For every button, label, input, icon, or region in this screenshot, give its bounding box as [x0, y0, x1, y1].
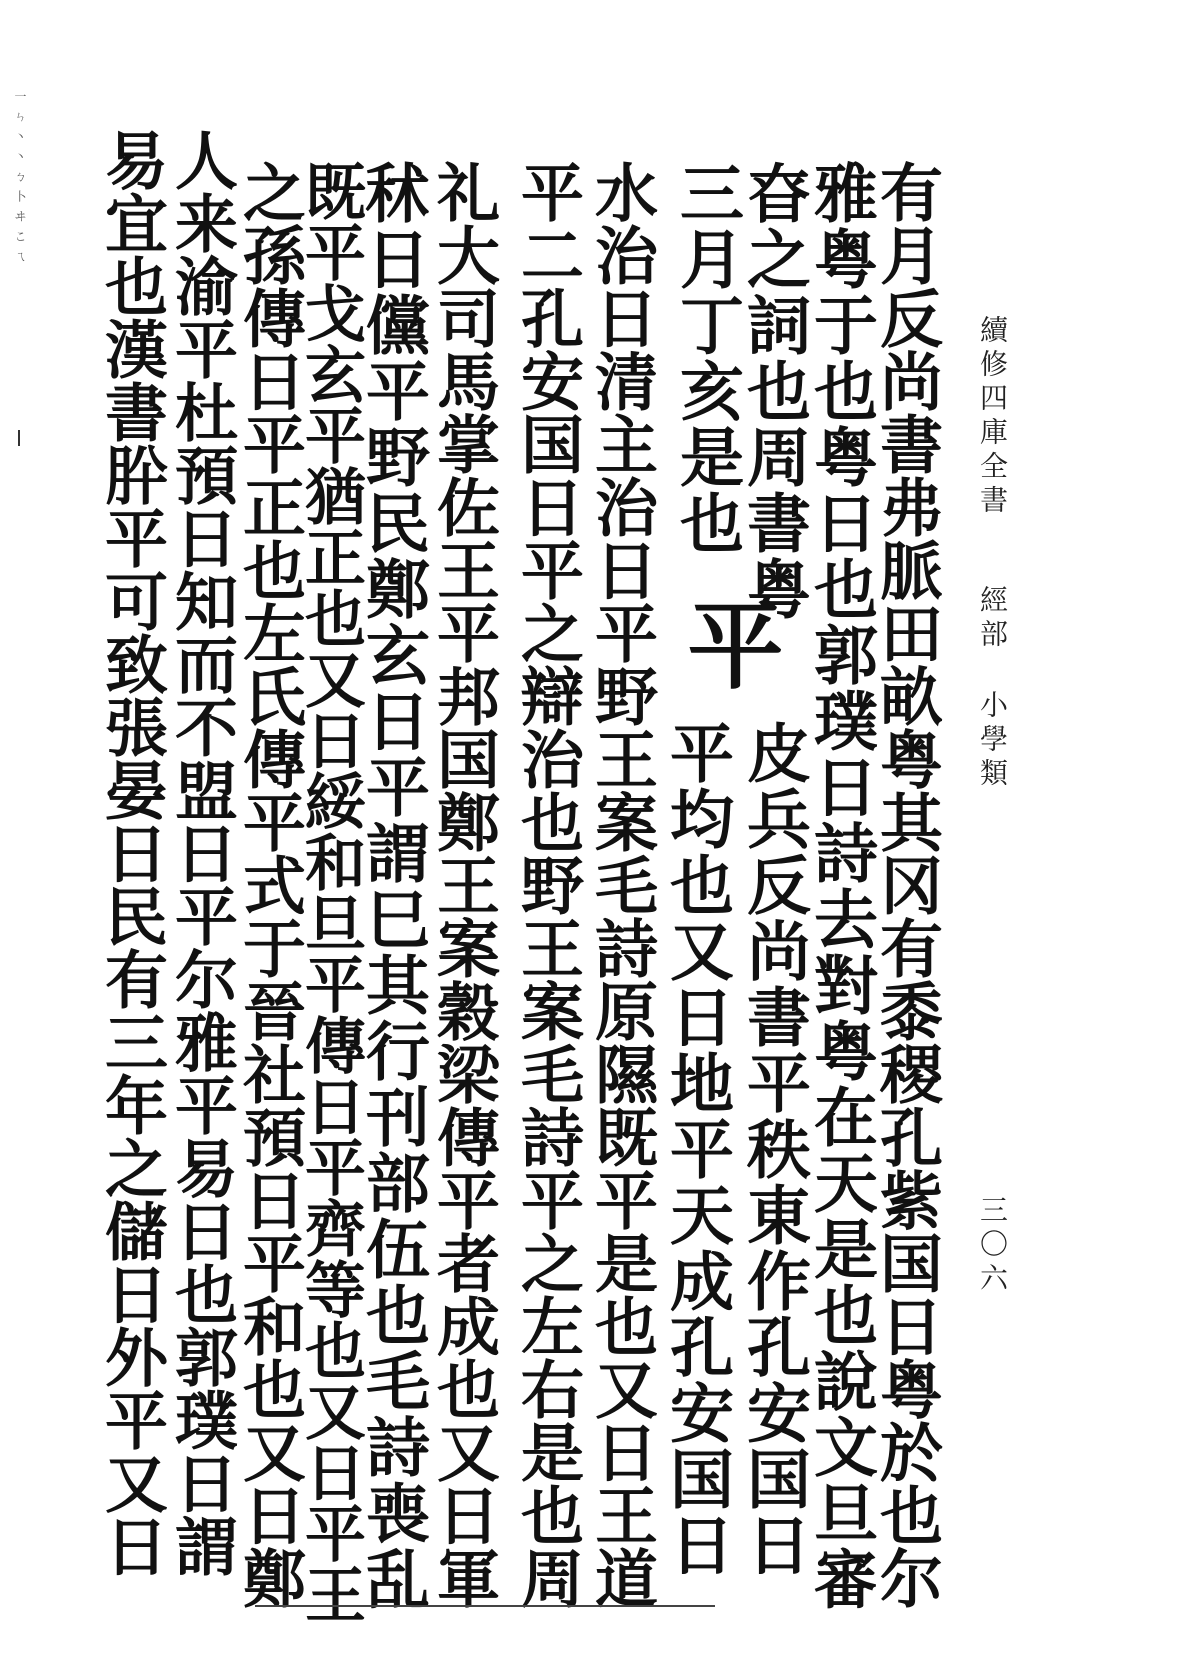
book-title: 續修四庫全書: [976, 315, 1009, 519]
text-column-4: 三月丁亥是也: [669, 160, 744, 556]
left-edge-marks: 一ㄣ丶丶ㄅ卜ヰこㄟ: [13, 90, 27, 270]
text-column-5: 皮兵反尚書平秩東作孔安国日: [736, 720, 811, 1578]
text-column-14: 易宜也漢書肸平可致張晏日民有三年之儲日外平又日: [95, 128, 169, 1577]
page-number: 三〇六: [976, 1195, 1009, 1297]
text-column-11: 既平戈玄平猶正也又日綏和旦平傳日平齊等也又日平王: [295, 160, 366, 1624]
bottom-rule: [255, 1605, 715, 1607]
text-column-6: 平均也又日地平天成孔安国日: [659, 720, 734, 1578]
text-column-13: 人来渝平杜預日知而不盟日平尔雅平易日也郭璞日謂: [165, 128, 239, 1577]
text-column-1: 有月反尚書弗脈田畝粤其冈有黍稷孔紫国日粤於也尔: [870, 160, 944, 1609]
head-character: 平: [672, 595, 785, 691]
section-label: 經部: [976, 585, 1009, 653]
text-column-10: 秫日儻平野民鄭玄日平謂巳其行刊部伍也毛詩喪乱: [355, 160, 430, 1612]
left-edge-tick: [18, 430, 20, 446]
text-column-3: 昚之詞也周書粤: [736, 160, 811, 622]
text-column-9: 礼大司馬掌佐王平邦国鄭王案穀梁傳平者成也又日軍: [427, 160, 501, 1609]
text-column-2: 雅粤于也粤日也郭璞日詩去對粤在天是也說文旦審: [803, 160, 878, 1612]
category-label: 小學類: [976, 690, 1009, 792]
text-column-8: 平二孔安国日平之辯治也野王案毛詩平之左右是也周: [511, 160, 585, 1609]
text-column-7: 水治日清主治日平野王案毛詩原隰既平是也又日王道: [585, 160, 659, 1609]
text-column-12: 之孫傳日平正也左氏傳平式于晉社預日平和也又日鄭: [233, 160, 307, 1609]
